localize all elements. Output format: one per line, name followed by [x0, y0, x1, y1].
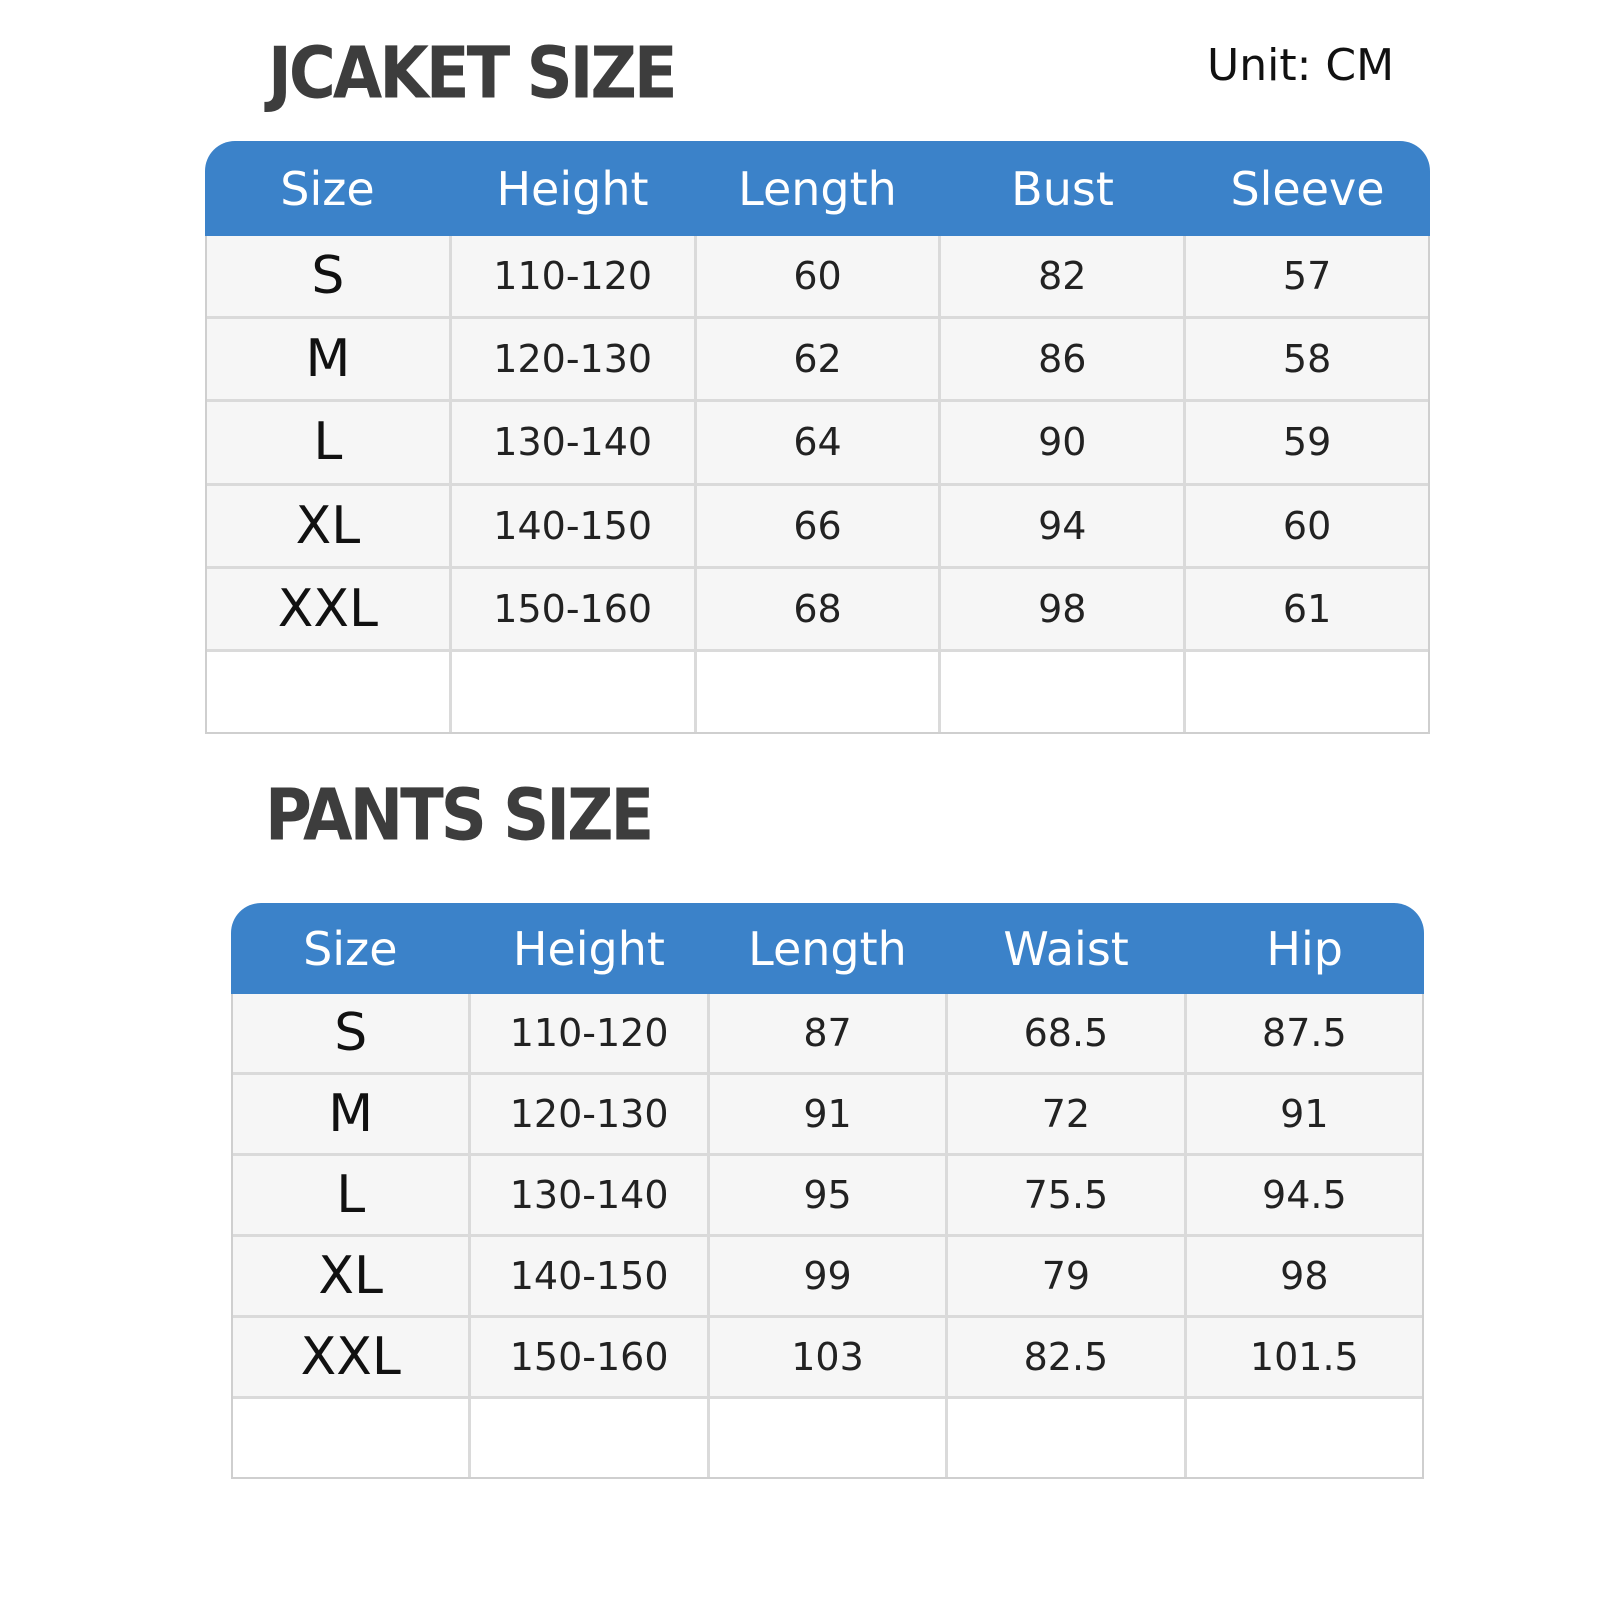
size-cell: M	[207, 319, 452, 399]
pants-header-length: Length	[748, 921, 907, 976]
length-cell: 95	[710, 1156, 948, 1234]
empty-cell	[1186, 652, 1428, 732]
height-cell: 120-130	[471, 1075, 709, 1153]
length-cell: 99	[710, 1237, 948, 1315]
size-cell: S	[207, 236, 452, 316]
waist-cell: 75.5	[948, 1156, 1186, 1234]
pants-header-hip: Hip	[1266, 921, 1343, 976]
hip-cell: 91	[1280, 1092, 1329, 1136]
empty-cell	[710, 1399, 948, 1477]
height-cell: 140-150	[471, 1237, 709, 1315]
empty-cell	[207, 652, 452, 732]
jacket-size-title: JCAKET SIZE	[268, 32, 675, 116]
pants-header-size: Size	[303, 921, 398, 976]
hip-cell: 101.5	[1249, 1335, 1359, 1379]
pants-header-waist: Waist	[1003, 921, 1129, 976]
height-cell: 130-140	[452, 402, 697, 482]
size-cell: L	[233, 1156, 471, 1234]
length-cell: 60	[697, 236, 942, 316]
jacket-header-bust: Bust	[1011, 161, 1114, 216]
waist-cell: 82.5	[948, 1318, 1186, 1396]
table-row	[207, 486, 1428, 569]
unit-label: Unit: CM	[1207, 40, 1395, 91]
height-cell: 140-150	[452, 486, 697, 566]
size-cell: L	[207, 402, 452, 482]
length-cell: 68	[697, 569, 942, 649]
table-row	[207, 402, 1428, 485]
jacket-size-table	[205, 141, 1430, 734]
empty-cell	[471, 1399, 709, 1477]
pants-table-header	[231, 903, 1424, 994]
sleeve-cell: 57	[1282, 254, 1332, 299]
pants-table-body	[231, 994, 1424, 1479]
table-row	[233, 1156, 1422, 1237]
length-cell: 91	[710, 1075, 948, 1153]
size-cell: XXL	[233, 1318, 471, 1396]
waist-cell: 79	[948, 1237, 1186, 1315]
empty-cell	[452, 652, 697, 732]
size-cell: XXL	[207, 569, 452, 649]
height-cell: 150-160	[471, 1318, 709, 1396]
table-row	[233, 994, 1422, 1075]
jacket-header-sleeve: Sleeve	[1230, 161, 1385, 216]
jacket-table-header	[205, 141, 1430, 236]
empty-table-row	[207, 652, 1428, 732]
empty-cell	[697, 652, 942, 732]
empty-cell	[941, 652, 1186, 732]
height-cell: 130-140	[471, 1156, 709, 1234]
height-cell: 150-160	[452, 569, 697, 649]
hip-cell: 98	[1280, 1254, 1329, 1298]
length-cell: 87	[710, 994, 948, 1072]
table-row	[233, 1237, 1422, 1318]
pants-size-table	[231, 903, 1424, 1479]
size-cell: S	[233, 994, 471, 1072]
bust-cell: 98	[941, 569, 1186, 649]
waist-cell: 72	[948, 1075, 1186, 1153]
height-cell: 110-120	[471, 994, 709, 1072]
bust-cell: 82	[941, 236, 1186, 316]
size-cell: XL	[233, 1237, 471, 1315]
hip-cell: 87.5	[1262, 1011, 1347, 1055]
length-cell: 66	[697, 486, 942, 566]
table-row	[207, 569, 1428, 652]
empty-cell	[1187, 1399, 1422, 1477]
sleeve-cell: 61	[1282, 586, 1332, 631]
bust-cell: 94	[941, 486, 1186, 566]
sleeve-cell: 59	[1282, 420, 1332, 465]
length-cell: 62	[697, 319, 942, 399]
hip-cell: 94.5	[1262, 1173, 1347, 1217]
sleeve-cell: 60	[1282, 503, 1332, 548]
jacket-table-body	[205, 236, 1430, 734]
bust-cell: 90	[941, 402, 1186, 482]
pants-header-height: Height	[512, 921, 665, 976]
height-cell: 110-120	[452, 236, 697, 316]
empty-cell	[948, 1399, 1186, 1477]
jacket-header-height: Height	[496, 161, 649, 216]
size-cell: XL	[207, 486, 452, 566]
jacket-header-size: Size	[280, 161, 375, 216]
bust-cell: 86	[941, 319, 1186, 399]
size-cell: M	[233, 1075, 471, 1153]
empty-table-row	[233, 1399, 1422, 1477]
length-cell: 103	[710, 1318, 948, 1396]
table-row	[207, 236, 1428, 319]
table-row	[207, 319, 1428, 402]
length-cell: 64	[697, 402, 942, 482]
waist-cell: 68.5	[948, 994, 1186, 1072]
table-row	[233, 1075, 1422, 1156]
table-row	[233, 1318, 1422, 1399]
pants-size-title: PANTS SIZE	[265, 774, 652, 858]
empty-cell	[233, 1399, 471, 1477]
jacket-header-length: Length	[738, 161, 897, 216]
sleeve-cell: 58	[1282, 337, 1332, 382]
height-cell: 120-130	[452, 319, 697, 399]
